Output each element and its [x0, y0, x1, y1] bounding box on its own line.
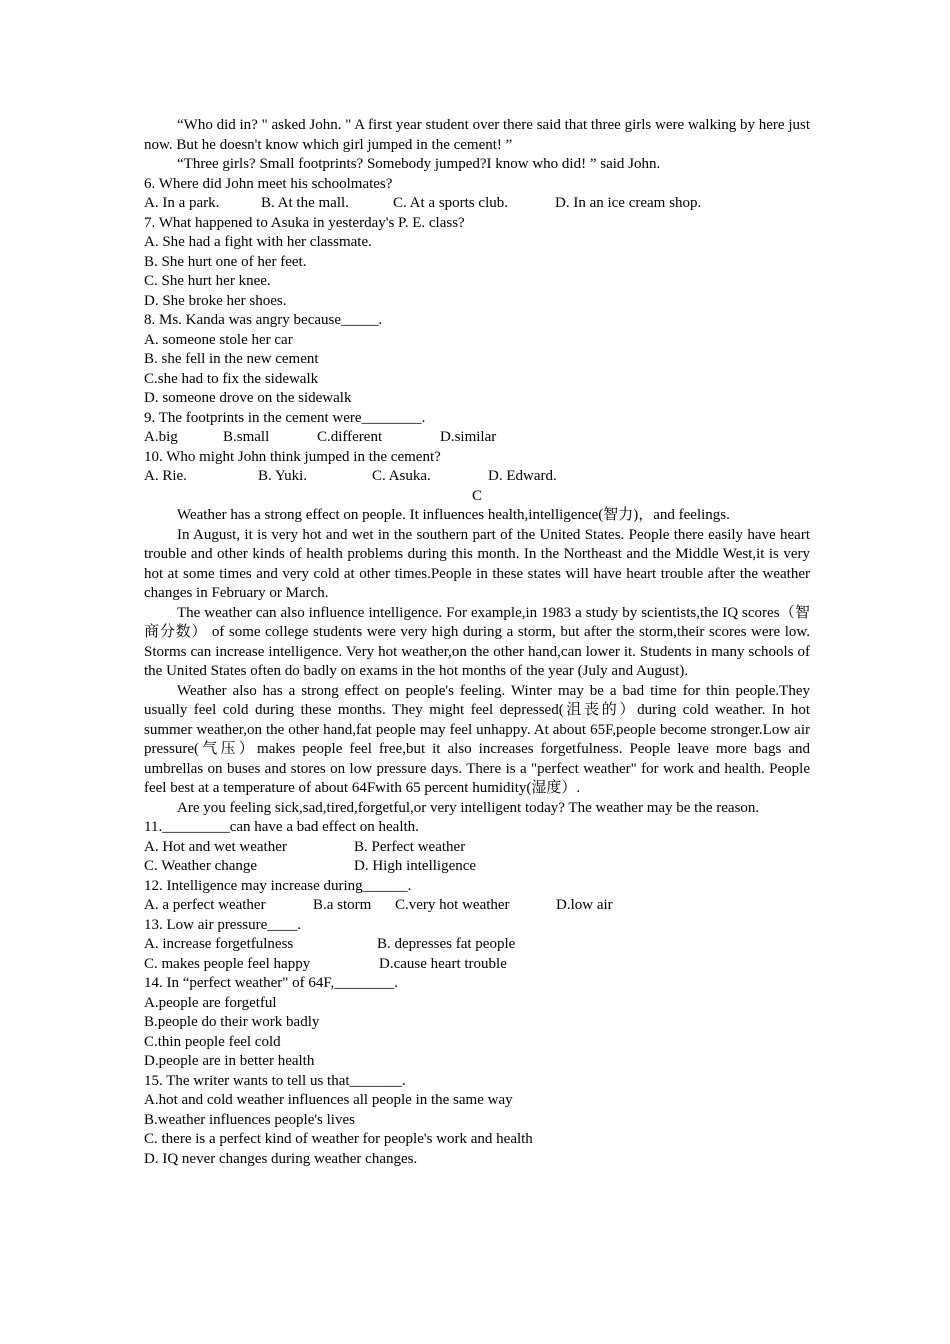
option: C.she had to fix the sidewalk: [144, 370, 319, 387]
option: D. High intelligence: [354, 858, 477, 874]
question-stem: 6. Where did John meet his schoolmates?: [144, 175, 393, 192]
option-row: [144, 838, 810, 858]
passage-paragraph: In August, it is very hot and wet in the southern part of the United States. People there easily have heart trouble and other kinds of health problems during this month. In the Northeast and the Middle West,it is very hot at some times and very cold at other times.People in these states will have heart trouble after the weather changes in February or March.: [144, 526, 810, 601]
option: A.people are forgetful: [144, 994, 277, 1011]
option: D. Edward.: [488, 468, 557, 484]
exam-page: [144, 116, 810, 1169]
option: A. Hot and wet weather: [144, 838, 287, 855]
option: B.people do their work badly: [144, 1014, 320, 1030]
option: C.very hot weather: [395, 897, 510, 913]
option-row: [144, 896, 810, 916]
option: D.cause heart trouble: [379, 955, 507, 972]
option-row: [144, 955, 810, 975]
question-stem: 15. The writer wants to tell us that_______.: [144, 1072, 406, 1089]
option: A. Rie.: [144, 468, 187, 484]
option: A.hot and cold weather influences all people in the same way: [144, 1092, 513, 1108]
option: A. She had a fight with her classmate.: [144, 234, 372, 250]
question-stem: 8. Ms. Kanda was angry because_____.: [144, 312, 383, 328]
option: C. Asuka.: [372, 468, 431, 484]
option: B. Perfect weather: [354, 838, 466, 855]
question-stem: 13. Low air pressure____.: [144, 916, 302, 933]
option: D. someone drove on the sidewalk: [144, 390, 352, 406]
option: B.small: [223, 429, 270, 445]
question-stem: 10. Who might John think jumped in the cement?: [144, 448, 441, 465]
option: A. a perfect weather: [144, 897, 266, 913]
option-row: [144, 857, 810, 877]
option: D.low air: [556, 897, 613, 913]
question-stem: 14. In “perfect weather" of 64F,________.: [144, 975, 399, 991]
option: B.a storm: [313, 897, 372, 913]
option: B. She hurt one of her feet.: [144, 253, 307, 270]
option: A. increase forgetfulness: [144, 936, 294, 952]
option: D. IQ never changes during weather changes.: [144, 1150, 418, 1167]
passage-paragraph: “Who did in? " asked John. " A first year student over there said that three girls were walking by here just now. But he doesn't know which girl jumped in the cement! ”: [144, 117, 810, 153]
option: D.people are in better health: [144, 1053, 315, 1069]
passage-paragraph: Are you feeling sick,sad,tired,forgetful,or very intelligent today? The weather may be the reason.: [177, 799, 760, 816]
option: A.big: [144, 429, 178, 445]
option-row: [144, 428, 810, 448]
option: C. At a sports club.: [393, 195, 508, 211]
question-stem: 11._________can have a bad effect on health.: [144, 819, 419, 835]
option: D. In an ice cream shop.: [555, 195, 702, 211]
question-stem: 9. The footprints in the cement were________.: [144, 409, 426, 426]
option: C.thin people feel cold: [144, 1033, 281, 1050]
option: D.similar: [440, 429, 497, 445]
option: B. she fell in the new cement: [144, 351, 319, 367]
passage-paragraph: Weather also has a strong effect on people's feeling. Winter may be a bad time for thin people.They usually feel cold during these months. They might feel depressed(沮丧的）during cold weather. In hot summer weather,on the other hand,fat people may feel unhappy. At about 65F,people become stronger.Low air pressure(气压）makes people feel free,but it also increases forgetfulness. People leave more bags and umbrellas on buses and stores on low pressure days. There is a "perfect weather" for work and health. People feel best at a temperature of about 64Fwith 65 percent humidity(湿度）.: [144, 682, 810, 796]
option: A. someone stole her car: [144, 331, 293, 348]
option: A. In a park.: [144, 195, 220, 211]
question-stem: 12. Intelligence may increase during______.: [144, 877, 412, 894]
option: C. She hurt her knee.: [144, 273, 271, 289]
option: D. She broke her shoes.: [144, 292, 287, 309]
option: C. makes people feel happy: [144, 955, 311, 972]
option: B. Yuki.: [258, 468, 308, 484]
option-row: [144, 935, 810, 955]
option-row: [144, 467, 810, 487]
option: C.different: [317, 429, 383, 445]
question-stem: 7. What happened to Asuka in yesterday's P. E. class?: [144, 214, 465, 231]
option: C. Weather change: [144, 858, 258, 874]
passage-paragraph: Weather has a strong effect on people. It influences health,intelligence(智力)，and feelings.: [177, 507, 730, 523]
option-row: [144, 194, 810, 214]
option: C. there is a perfect kind of weather for people's work and health: [144, 1131, 533, 1147]
option: B. depresses fat people: [377, 936, 516, 952]
section-label: C: [471, 487, 482, 504]
passage-paragraph: The weather can also influence intelligence. For example,in 1983 a study by scientists,the IQ scores（智商分数） of some college students were very high during a storm, but after the storm,their scores were low. Storms can increase intelligence. Very hot weather,on the other hand,can lower it. Students in many schools of the United States often do badly on exams in the hot months of the year (July and August).: [144, 604, 810, 679]
option: B. At the mall.: [261, 195, 349, 211]
passage-paragraph: “Three girls? Small footprints? Somebody jumped?I know who did! ” said John.: [177, 156, 661, 172]
option: B.weather influences people's lives: [144, 1111, 355, 1128]
